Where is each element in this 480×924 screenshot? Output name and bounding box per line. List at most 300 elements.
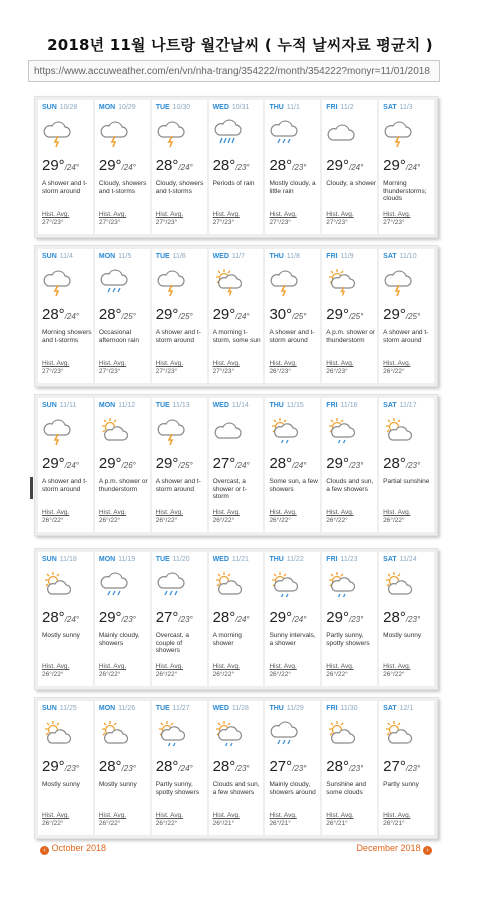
hist-avg-link[interactable]: Hist. Avg. [155,663,184,670]
forecast-description: A morning shower [212,632,242,647]
low-temp: /23° [292,764,307,773]
cloud-lightning-icon [383,267,413,297]
high-temp: 29° [326,609,349,626]
low-temp: /24° [64,615,80,624]
temperature [383,456,420,471]
day-number: 10/29 [118,104,136,111]
day-date [269,556,303,564]
hist-avg-value: 26°/22° [383,671,405,678]
high-temp: 29° [326,157,349,174]
day-of-week: THU [269,705,284,712]
low-temp: /23° [235,764,250,773]
day-of-week: TUE [155,556,170,563]
sun-cloud-rain-icon [269,416,299,446]
hist-avg-link[interactable]: Hist. Avg. [326,663,354,670]
hist-avg-link[interactable]: Hist. Avg. [383,812,411,819]
day-date [213,402,249,410]
low-temp: /24° [121,163,136,172]
high-temp: 28° [269,455,293,472]
temperature [42,759,79,774]
page-title: 2018년 11월 나트랑 월간날씨 ( 누적 날씨자료 평균치 ) [47,36,433,54]
hist-avg-value: 26°/22° [42,820,64,827]
day-number: 11/27 [172,705,190,712]
hist-avg-link[interactable]: Hist. Avg. [155,211,184,218]
high-temp: 29° [212,306,236,323]
day-cell[interactable] [379,249,434,383]
forecast-description: Cloudy, showers and t-storms [98,180,147,195]
historical-average [269,509,296,525]
hist-avg-link[interactable]: Hist. Avg. [383,360,411,367]
hist-avg-value: 26°/22° [155,671,178,678]
hist-avg-value: 26°/22° [42,671,64,678]
hist-avg-value: 26°/22° [98,820,121,827]
week-row [34,245,438,387]
forecast-description: A shower and t-storm around [383,329,429,344]
day-number: 11/1 [286,104,300,111]
temperature [213,759,250,774]
sun-cloud-rain-icon [326,416,356,446]
hist-avg-value: 26°/22° [42,517,64,524]
high-temp: 29° [383,157,406,174]
temperature [99,610,136,625]
day-cell[interactable] [322,249,377,383]
sun-cloud-lightning-icon [213,267,243,297]
day-number: 11/11 [59,402,77,409]
hist-avg-value: 26°/21° [269,820,291,827]
historical-average [156,509,183,525]
high-temp: 29° [155,306,179,323]
day-date [269,104,299,112]
historical-average [326,509,353,525]
url-bar[interactable]: https://www.accuweather.com/en/vn/nha-trang/354222/month/354222?monyr=11/01/2018 [28,60,440,82]
low-temp: /26° [121,461,136,470]
cloud-rain-icon [156,570,186,600]
chevron-left-icon: ‹ [40,846,49,855]
hist-avg-link[interactable]: Hist. Avg. [269,812,297,819]
temperature [156,158,193,173]
temperature [156,456,193,471]
low-temp: /23° [121,615,136,624]
low-temp: /24° [348,163,364,172]
hist-avg-link[interactable]: Hist. Avg. [98,211,127,218]
hist-avg-link[interactable]: Hist. Avg. [98,663,127,670]
forecast-description: Clouds and sun, a few showers [326,478,374,493]
sun-cloud-lightning-icon [326,267,356,297]
temperature [99,158,136,173]
sun-cloud-rain-icon [156,719,186,749]
day-number: 11/22 [286,556,304,563]
day-of-week: FRI [326,402,338,409]
high-temp: 29° [98,157,122,174]
low-temp: /25° [178,312,193,321]
forecast-description: A shower and t-storm around [42,478,88,493]
hist-avg-link[interactable]: Hist. Avg. [98,360,127,367]
high-temp: 29° [42,455,65,472]
day-date [383,253,416,261]
day-cell[interactable] [265,249,320,383]
day-cell[interactable] [152,100,207,234]
historical-average [383,509,410,525]
sun-cloud-icon [383,570,413,600]
day-of-week: SUN [42,253,57,260]
forecast-description: Some sun, a few showers [269,478,318,493]
next-month-link[interactable] [356,843,432,855]
forecast-description: Cloudy, showers and t-storms [155,180,204,195]
day-date [213,104,250,112]
temperature [99,456,136,471]
month-navigation [34,840,438,858]
day-cell[interactable] [209,552,264,686]
day-number: 11/21 [231,556,249,563]
day-number: 11/12 [118,402,136,409]
hist-avg-link[interactable]: Hist. Avg. [326,360,354,367]
day-cell[interactable] [38,249,93,383]
hist-avg-link[interactable]: Hist. Avg. [212,211,240,218]
historical-average [383,663,410,679]
day-cell[interactable] [322,100,377,234]
forecast-description: A shower and t-storm around [269,329,315,344]
sun-cloud-icon [326,719,356,749]
day-of-week: THU [269,104,284,111]
day-cell[interactable] [209,398,264,532]
day-cell[interactable] [265,701,320,835]
high-temp: 29° [155,455,179,472]
day-number: 11/9 [340,253,354,260]
day-date [42,402,76,410]
hist-avg-value: 26°/22° [269,671,291,678]
high-temp: 28° [42,306,65,323]
temperature [326,158,363,173]
historical-average [213,812,240,828]
historical-average [42,211,69,227]
hist-avg-value: 26°/23° [326,368,348,375]
low-temp: /23° [405,615,421,624]
day-date [383,556,416,564]
hist-avg-link[interactable]: Hist. Avg. [326,812,354,819]
cloud-rain-icon [99,570,129,600]
sun-cloud-icon [213,570,243,600]
low-temp: /24° [292,615,307,624]
hist-avg-value: 26°/21° [212,820,235,827]
high-temp: 29° [42,758,65,775]
day-cell[interactable] [95,100,150,234]
day-number: 11/14 [231,402,249,409]
high-temp: 29° [42,157,65,174]
high-temp: 28° [98,758,122,775]
day-cell[interactable] [152,249,207,383]
forecast-description: Partly sunny [383,781,419,788]
day-date [156,253,186,261]
high-temp: 28° [155,758,179,775]
sun-cloud-icon [383,719,413,749]
historical-average [213,360,240,376]
day-number: 11/19 [118,556,136,563]
hist-avg-link[interactable]: Hist. Avg. [269,211,297,218]
forecast-description: Partial sunshine [383,478,430,485]
day-cell[interactable] [209,249,264,383]
temperature [42,158,79,173]
hist-avg-link[interactable]: Hist. Avg. [42,663,70,670]
historical-average [99,663,126,679]
hist-avg-value: 27°/23° [326,219,348,226]
day-cell[interactable] [209,100,264,234]
day-number: 11/18 [59,556,77,563]
day-number: 11/15 [286,402,304,409]
day-number: 11/17 [399,402,417,409]
forecast-description: Mostly sunny [383,632,422,639]
temperature [326,307,363,322]
cloud-rain-icon [269,719,299,749]
day-cell[interactable] [265,552,320,686]
hist-avg-link[interactable]: Hist. Avg. [155,360,184,367]
high-temp: 29° [326,455,349,472]
low-temp: /23° [292,163,307,172]
hist-avg-link[interactable]: Hist. Avg. [326,509,354,516]
cloud-lightning-icon [269,267,299,297]
day-number: 11/6 [172,253,186,260]
temperature [269,759,306,774]
cloud-lightning-icon [42,118,72,148]
day-date [326,556,357,564]
temperature [213,610,250,625]
forecast-description: A shower and t-storm around [42,180,88,195]
historical-average [42,812,69,828]
week-row [34,96,438,238]
low-temp: /24° [235,312,250,321]
day-date [383,104,413,112]
hist-avg-value: 27°/23° [155,368,178,375]
week-row [34,394,438,536]
hist-avg-value: 26°/22° [98,517,121,524]
low-temp: /25° [121,312,136,321]
day-number: 11/24 [399,556,417,563]
day-cell[interactable] [322,701,377,835]
day-cell[interactable] [38,398,93,532]
hist-avg-link[interactable]: Hist. Avg. [98,509,127,516]
hist-avg-link[interactable]: Hist. Avg. [269,509,297,516]
historical-average [326,663,353,679]
historical-average [99,211,126,227]
day-date [99,705,135,713]
hist-avg-link[interactable]: Hist. Avg. [212,360,240,367]
day-cell[interactable] [379,100,434,234]
high-temp: 27° [212,455,236,472]
temperature [269,158,306,173]
hist-avg-value: 27°/23° [269,219,291,226]
temperature [213,456,250,471]
day-date [99,104,136,112]
low-temp: /23° [64,764,80,773]
sun-cloud-icon [42,719,72,749]
low-temp: /23° [348,764,364,773]
day-cell[interactable] [379,552,434,686]
hist-avg-link[interactable]: Hist. Avg. [326,211,354,218]
high-temp: 28° [383,609,406,626]
week-row [34,697,438,839]
day-number: 10/30 [172,104,191,111]
day-of-week: SUN [42,705,57,712]
month-calendar [34,96,438,846]
high-temp: 28° [155,157,179,174]
day-of-week: TUE [155,104,170,111]
day-number: 10/28 [59,104,78,111]
historical-average [213,663,240,679]
day-cell[interactable] [265,100,320,234]
hist-avg-value: 26°/21° [383,820,405,827]
day-of-week: SAT [383,705,397,712]
high-temp: 28° [269,157,293,174]
high-temp: 28° [383,455,406,472]
forecast-description: Overcast, a couple of showers [155,632,189,654]
day-of-week: MON [98,705,116,712]
cloud-rain-icon [269,118,299,148]
hist-avg-link[interactable]: Hist. Avg. [383,509,411,516]
hist-avg-value: 26°/22° [326,517,348,524]
hist-avg-link[interactable]: Hist. Avg. [98,812,127,819]
high-temp: 29° [326,306,349,323]
day-of-week: TUE [155,253,170,260]
day-of-week: SUN [42,556,57,563]
forecast-description: Periods of rain [212,180,255,187]
day-date [156,556,190,564]
day-of-week: WED [212,705,229,712]
hist-avg-link[interactable]: Hist. Avg. [42,211,70,218]
day-date [213,556,249,564]
hist-avg-value: 26°/22° [155,820,178,827]
hist-avg-link[interactable]: Hist. Avg. [383,663,411,670]
historical-average [156,360,183,376]
day-cell[interactable] [95,552,150,686]
hist-avg-value: 26°/23° [269,368,291,375]
hist-avg-link[interactable]: Hist. Avg. [269,663,297,670]
day-date [42,253,73,261]
historical-average [269,663,296,679]
day-date [326,104,353,112]
day-cell[interactable] [152,552,207,686]
temperature [99,307,136,322]
forecast-description: A p.m. shower or thunderstorm [98,478,148,493]
historical-average [42,663,69,679]
historical-average [99,812,126,828]
temperature [213,158,250,173]
day-cell[interactable] [152,398,207,532]
day-cell[interactable] [38,100,93,234]
hist-avg-value: 27°/23° [212,219,235,226]
day-of-week: WED [212,402,229,409]
hist-avg-link[interactable]: Hist. Avg. [212,812,240,819]
hist-avg-link[interactable]: Hist. Avg. [212,509,240,516]
day-date [326,705,357,713]
day-cell[interactable] [209,701,264,835]
day-cell[interactable] [322,552,377,686]
forecast-description: Mostly sunny [42,632,80,639]
historical-average [99,509,126,525]
low-temp: /23° [178,615,193,624]
hist-avg-link[interactable]: Hist. Avg. [42,509,70,516]
historical-average [99,360,126,376]
day-date [269,253,299,261]
day-date [383,402,416,410]
day-of-week: MON [98,104,116,111]
day-number: 11/29 [286,705,304,712]
forecast-description: Occasional afternoon rain [98,329,139,344]
day-number: 11/28 [231,705,249,712]
day-number: 11/25 [59,705,77,712]
day-date [213,705,249,713]
day-date [326,253,353,261]
day-date [383,705,413,713]
historical-average [326,360,353,376]
temperature [269,307,306,322]
forecast-description: Mainly cloudy, showers around [269,781,316,796]
historical-average [42,509,69,525]
day-cell[interactable] [95,398,150,532]
day-date [42,556,77,564]
prev-month-link[interactable] [40,843,106,855]
low-temp: /24° [64,163,80,172]
forecast-description: Partly sunny, spotty showers [326,632,370,647]
low-temp: /24° [235,615,250,624]
forecast-description: Mostly cloudy, a little rain [269,180,316,195]
low-temp: /24° [64,312,80,321]
low-temp: /23° [348,461,364,470]
hist-avg-link[interactable]: Hist. Avg. [155,812,184,819]
low-temp: /25° [348,312,364,321]
day-date [156,705,190,713]
day-number: 11/20 [172,556,190,563]
temperature [383,158,420,173]
temperature [326,610,363,625]
day-date [156,104,190,112]
sun-cloud-icon [383,416,413,446]
temperature [42,610,79,625]
prev-month-label: October 2018 [51,843,107,853]
cloud-rain-icon [99,267,129,297]
historical-average [269,360,296,376]
day-cell[interactable] [38,552,93,686]
historical-average [156,663,183,679]
hist-avg-link[interactable]: Hist. Avg. [212,663,240,670]
low-temp: /24° [178,163,193,172]
hist-avg-link[interactable]: Hist. Avg. [42,360,70,367]
day-of-week: FRI [326,556,338,563]
high-temp: 28° [212,609,236,626]
hist-avg-link[interactable]: Hist. Avg. [269,360,297,367]
day-date [42,705,77,713]
day-cell[interactable] [152,701,207,835]
day-of-week: MON [98,556,116,563]
day-cell[interactable] [95,701,150,835]
scrollbar-marker[interactable] [30,477,33,499]
forecast-description: Overcast, a shower or t-storm [212,478,247,500]
day-cell[interactable] [379,701,434,835]
day-of-week: FRI [326,104,338,111]
day-cell[interactable] [379,398,434,532]
day-cell[interactable] [95,249,150,383]
chevron-right-icon: › [423,846,432,855]
day-date [99,253,131,261]
day-cell[interactable] [38,701,93,835]
hist-avg-link[interactable]: Hist. Avg. [155,509,184,516]
hist-avg-link[interactable]: Hist. Avg. [383,211,411,218]
high-temp: 27° [155,609,179,626]
hist-avg-link[interactable]: Hist. Avg. [42,812,70,819]
sun-cloud-rain-icon [213,719,243,749]
day-cell[interactable] [322,398,377,532]
day-date [99,556,135,564]
historical-average [269,211,296,227]
day-cell[interactable] [265,398,320,532]
